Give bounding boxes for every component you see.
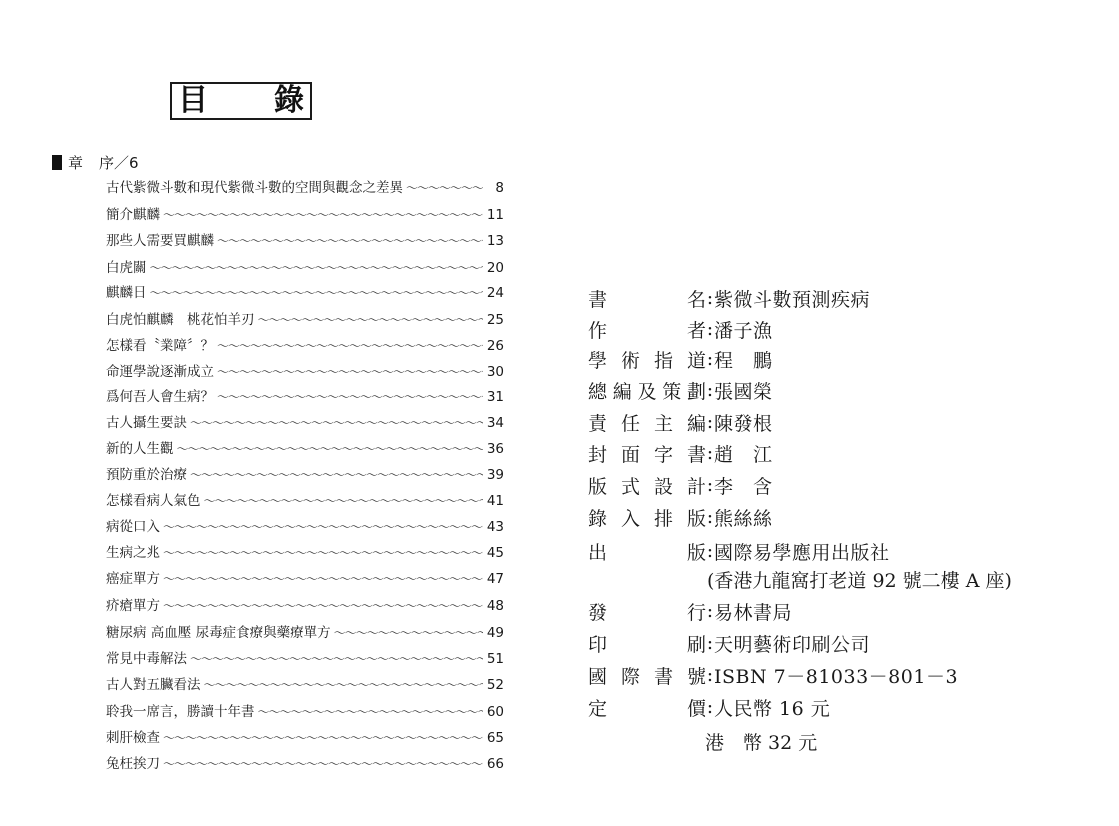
toc-entry-title: 兔枉挨刀 xyxy=(106,756,160,772)
colophon-row xyxy=(588,438,773,468)
colophon-row xyxy=(588,283,870,313)
toc-entry-page: 26 xyxy=(486,338,504,354)
toc-entry xyxy=(106,625,504,641)
toc-entry-title: 生病之兆 xyxy=(106,545,160,561)
colophon-colon: : xyxy=(706,632,714,654)
toc-leader xyxy=(204,493,484,509)
colophon-value: 天明藝術印刷公司 xyxy=(714,633,871,656)
toc-entry-title: 古人對五臟看法 xyxy=(106,677,201,693)
toc-entry xyxy=(106,756,504,772)
colophon-label-char: 總 xyxy=(588,380,608,403)
colophon-label xyxy=(588,316,706,343)
colophon-colon: : xyxy=(706,348,714,370)
toc-entry xyxy=(106,389,504,405)
toc-entry-page: 34 xyxy=(486,415,504,431)
chapter-title: 序／6 xyxy=(99,154,139,172)
toc-entry-title: 命運學說逐漸成立 xyxy=(106,364,214,380)
toc-title-char-1: 目 xyxy=(178,83,208,118)
colophon-label-char: 版 xyxy=(686,541,706,564)
toc-entry xyxy=(106,467,504,483)
colophon-value: 人民幣 16 元 xyxy=(714,697,831,720)
colophon-colon: : xyxy=(706,379,714,401)
colophon-label-char: 版 xyxy=(686,507,706,530)
colophon-label xyxy=(588,409,706,436)
colophon-label-char: 排 xyxy=(653,507,673,530)
colophon-row xyxy=(588,628,870,658)
colophon-value: 張國榮 xyxy=(714,380,773,403)
toc-entry-title: 疥瘡單方 xyxy=(106,598,160,614)
toc-entry-title: 刺肝檢查 xyxy=(106,730,160,746)
colophon-label xyxy=(588,346,706,373)
toc-entry-title: 怎樣看〝業障〞？ xyxy=(106,338,214,354)
toc-title xyxy=(170,82,312,120)
toc-entry-title: 聆我一席言，勝讀十年書 xyxy=(106,704,255,720)
colophon-colon: : xyxy=(706,318,714,340)
colophon-row xyxy=(588,502,773,532)
toc-entry-title: 新的人生觀 xyxy=(106,441,174,457)
colophon-label-char: 策 xyxy=(662,380,682,403)
toc-title-char-2: 錄 xyxy=(274,83,304,118)
toc-leader xyxy=(217,233,483,249)
colophon-label-char: 及 xyxy=(637,380,657,403)
toc-entry xyxy=(106,704,504,720)
colophon-value: 程 鵬 xyxy=(714,349,773,372)
colophon-label xyxy=(588,285,706,312)
toc-entry xyxy=(106,207,504,223)
toc-entry xyxy=(106,493,504,509)
toc-entry-page: 47 xyxy=(486,571,504,587)
colophon-label-char: 刷 xyxy=(686,633,706,656)
toc-entry-page: 49 xyxy=(486,625,504,641)
colophon-label-char: 術 xyxy=(620,349,640,372)
chapter-heading xyxy=(52,152,139,173)
toc-leader xyxy=(406,180,483,196)
colophon-label-char: 作 xyxy=(588,319,608,342)
toc-leader xyxy=(150,260,484,276)
toc-entry-page: 43 xyxy=(486,519,504,535)
publisher-address: (香港九龍窩打老道 92 號二樓 A 座) xyxy=(707,570,1012,592)
colophon-row xyxy=(588,344,773,374)
colophon-label-char: 責 xyxy=(588,412,608,435)
toc-entry-page: 20 xyxy=(486,260,504,276)
toc-leader xyxy=(334,625,483,641)
toc-entry-title: 常見中毒解法 xyxy=(106,651,187,667)
toc-entry xyxy=(106,338,504,354)
colophon-row xyxy=(588,314,773,344)
colophon-row xyxy=(588,536,890,566)
toc-entry-page: 51 xyxy=(486,651,504,667)
colophon-label xyxy=(588,694,706,721)
toc-leader xyxy=(163,545,483,561)
price-hk: 港 幣 32 元 xyxy=(705,732,818,754)
colophon-label-char: 者 xyxy=(686,319,706,342)
colophon-label-char: 劃 xyxy=(686,380,706,403)
toc-leader xyxy=(177,441,484,457)
colophon-label-char: 指 xyxy=(653,349,673,372)
colophon-label-char: 行 xyxy=(686,601,706,624)
toc-entry xyxy=(106,260,504,276)
colophon-label-char: 際 xyxy=(620,665,640,688)
colophon-label-char: 名 xyxy=(686,288,706,311)
colophon-label-char: 設 xyxy=(653,475,673,498)
colophon-label-char: 主 xyxy=(653,412,673,435)
colophon-label xyxy=(588,662,706,689)
toc-entry-page: 31 xyxy=(486,389,504,405)
colophon-label-char: 定 xyxy=(588,697,608,720)
toc-entry-title: 簡介麒麟 xyxy=(106,207,160,223)
colophon-label-char: 道 xyxy=(686,349,706,372)
colophon-row xyxy=(588,596,792,626)
colophon-label-char: 字 xyxy=(653,443,673,466)
toc-entry-page: 48 xyxy=(486,598,504,614)
colophon-label xyxy=(588,440,706,467)
toc-entry-title: 怎樣看病人氣色 xyxy=(106,493,201,509)
toc-entry-page: 39 xyxy=(486,467,504,483)
toc-entry-title: 癌症單方 xyxy=(106,571,160,587)
colophon-label xyxy=(588,598,706,625)
colophon-value: 熊絲絲 xyxy=(714,507,773,530)
colophon-value: 陳發根 xyxy=(714,412,773,435)
toc-entry-page: 60 xyxy=(486,704,504,720)
colophon-label-char: 發 xyxy=(588,601,608,624)
colophon-colon: : xyxy=(706,506,714,528)
toc-entry-title: 病從口入 xyxy=(106,519,160,535)
toc-entry xyxy=(106,598,504,614)
colophon-value: 趙 江 xyxy=(714,443,773,466)
colophon-label-char: 編 xyxy=(612,380,632,403)
toc-entry-page: 24 xyxy=(486,285,504,301)
toc-entry xyxy=(106,441,504,457)
colophon-label-char: 面 xyxy=(620,443,640,466)
toc-entry-page: 52 xyxy=(486,677,504,693)
colophon-label-char: 計 xyxy=(686,475,706,498)
toc-entry-page: 30 xyxy=(486,364,504,380)
toc-entry xyxy=(106,312,504,328)
colophon-label-char: 入 xyxy=(620,507,640,530)
toc-leader xyxy=(190,467,483,483)
chapter-number-mark xyxy=(52,155,62,170)
colophon-row xyxy=(588,375,773,405)
toc-leader xyxy=(163,571,483,587)
toc-entry xyxy=(106,180,504,196)
toc-leader xyxy=(217,389,483,405)
toc-entry xyxy=(106,545,504,561)
toc-entry-title: 古代紫微斗數和現代紫微斗數的空間與觀念之差異 xyxy=(106,180,403,196)
colophon-colon: : xyxy=(706,442,714,464)
colophon-row xyxy=(588,470,773,500)
toc-entry xyxy=(106,285,504,301)
colophon-label-char: 錄 xyxy=(588,507,608,530)
colophon-colon: : xyxy=(706,696,714,718)
toc-entry xyxy=(106,233,504,249)
colophon-label-char: 書 xyxy=(686,443,706,466)
colophon-colon: : xyxy=(706,540,714,562)
colophon-colon: : xyxy=(706,600,714,622)
colophon-label-char: 出 xyxy=(588,541,608,564)
toc-leader xyxy=(150,285,484,301)
colophon-value: 易林書局 xyxy=(714,601,793,624)
toc-leader xyxy=(217,364,483,380)
colophon-row xyxy=(588,660,958,690)
toc-leader xyxy=(190,415,483,431)
colophon-label-char: 式 xyxy=(620,475,640,498)
toc-leader xyxy=(190,651,483,667)
colophon-colon: : xyxy=(706,474,714,496)
colophon-label xyxy=(588,504,706,531)
colophon-label-char: 印 xyxy=(588,633,608,656)
toc-entry-page: 25 xyxy=(486,312,504,328)
toc-leader xyxy=(217,338,483,354)
toc-entry-title: 麒麟日 xyxy=(106,285,147,301)
colophon-label-char: 編 xyxy=(686,412,706,435)
colophon-value: ISBN 7－81033－801－3 xyxy=(714,665,959,688)
colophon-row xyxy=(588,407,773,437)
colophon-label-char: 號 xyxy=(686,665,706,688)
toc-entry-title: 預防重於治療 xyxy=(106,467,187,483)
colophon-label xyxy=(588,630,706,657)
colophon-label-char: 國 xyxy=(588,665,608,688)
toc-leader xyxy=(163,207,483,223)
toc-leader xyxy=(163,756,483,772)
toc-leader xyxy=(204,677,484,693)
colophon-label-char: 學 xyxy=(588,349,608,372)
colophon-row xyxy=(588,692,830,722)
toc-entry xyxy=(106,677,504,693)
colophon-label-char: 書 xyxy=(588,288,608,311)
toc-entry xyxy=(106,571,504,587)
toc-entry-title: 白虎關 xyxy=(106,260,147,276)
toc-leader xyxy=(258,312,484,328)
toc-entry-page: 36 xyxy=(486,441,504,457)
toc-entry xyxy=(106,519,504,535)
colophon-label-char: 封 xyxy=(588,443,608,466)
colophon-label-char: 價 xyxy=(686,697,706,720)
toc-entry-title: 古人攝生要訣 xyxy=(106,415,187,431)
colophon-label-char: 書 xyxy=(653,665,673,688)
colophon-value: 李 含 xyxy=(714,475,773,498)
toc-entry xyxy=(106,730,504,746)
toc-entry-title: 爲何吾人會生病？ xyxy=(106,389,214,405)
toc-entry xyxy=(106,364,504,380)
toc-entry xyxy=(106,651,504,667)
colophon-label-char: 任 xyxy=(620,412,640,435)
colophon-colon: : xyxy=(706,664,714,686)
colophon-label xyxy=(588,472,706,499)
toc-entry xyxy=(106,415,504,431)
toc-leader xyxy=(163,519,483,535)
colophon-colon: : xyxy=(706,411,714,433)
toc-entry-page: 8 xyxy=(495,180,504,196)
toc-entry-title: 糖尿病 高血壓 尿毒症食療與藥療單方 xyxy=(106,625,331,641)
colophon-label-char: 版 xyxy=(588,475,608,498)
toc-entry-page: 65 xyxy=(486,730,504,746)
toc-entry-page: 11 xyxy=(486,207,504,223)
colophon-label xyxy=(588,538,706,565)
chapter-label: 章 xyxy=(68,154,84,172)
toc-entry-page: 66 xyxy=(486,756,504,772)
toc-leader xyxy=(258,704,484,720)
toc-entry-page: 45 xyxy=(486,545,504,561)
colophon-value: 國際易學應用出版社 xyxy=(714,541,890,564)
colophon-label xyxy=(588,377,706,404)
toc-entry-page: 41 xyxy=(486,493,504,509)
colophon-value: 潘子漁 xyxy=(714,319,773,342)
toc-leader xyxy=(163,598,483,614)
toc-entry-page: 13 xyxy=(486,233,504,249)
colophon-colon: : xyxy=(706,287,714,309)
toc-leader xyxy=(163,730,483,746)
colophon-value: 紫微斗數預測疾病 xyxy=(714,288,871,311)
toc-entry-title: 白虎怕麒麟 桃花怕羊刃 xyxy=(106,312,255,328)
toc-entry-title: 那些人需要買麒麟 xyxy=(106,233,214,249)
